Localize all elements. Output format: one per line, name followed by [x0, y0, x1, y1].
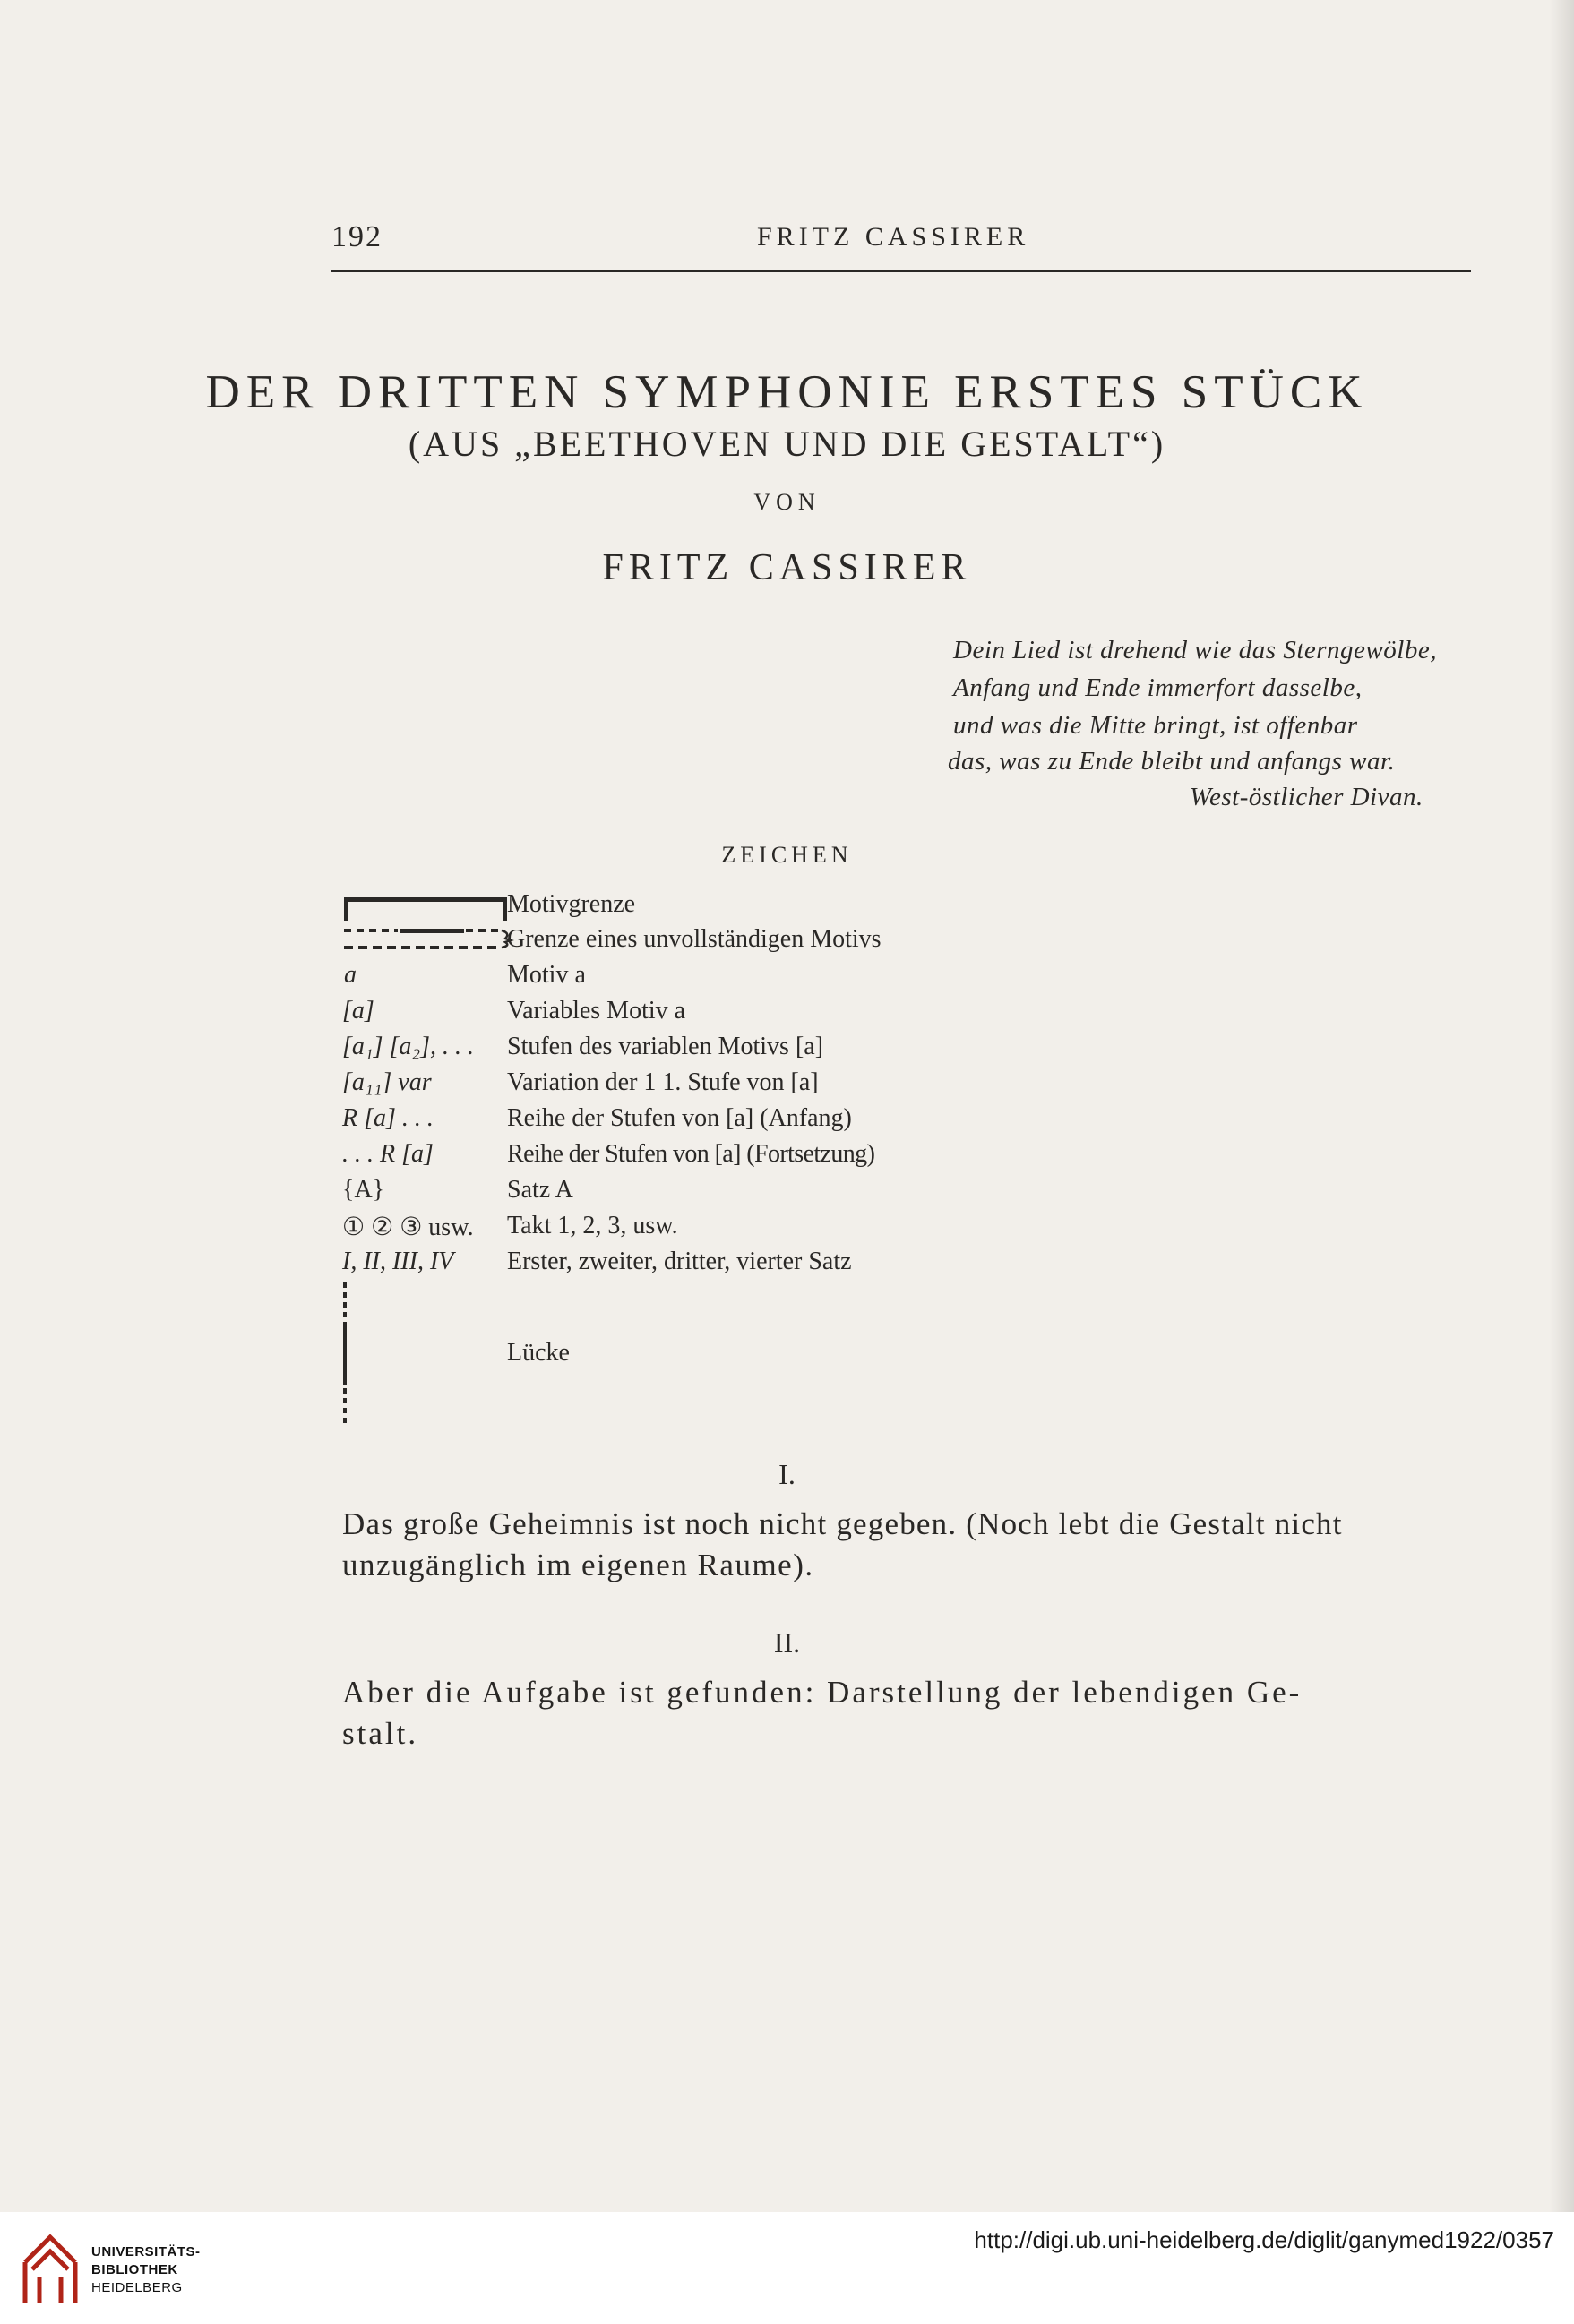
legend-symbol: I, II, III, IV	[342, 1248, 454, 1275]
library-logo-icon	[16, 2226, 82, 2307]
legend-symbol: {A}	[342, 1176, 385, 1204]
legend-symbol: . . . R [a]	[342, 1140, 434, 1168]
motto-source: West-östlicher Divan.	[1190, 783, 1423, 811]
legend-label: Reihe der Stufen von [a] (Fortsetzung)	[507, 1140, 875, 1168]
section-numeral: II.	[773, 1626, 801, 1659]
legend-label: Variation der 1 1. Stufe von [a]	[507, 1068, 819, 1096]
logo-line: BIBLIOTHEK	[91, 2262, 178, 2277]
motto-line: und was die Mitte bringt, ist offenbar	[953, 711, 1358, 740]
legend-symbol: R [a] . . .	[342, 1104, 434, 1132]
body-line: stalt.	[342, 1716, 419, 1751]
legend-label: Grenze eines unvollständigen Motivs	[507, 925, 882, 953]
legend-label: Lücke	[507, 1339, 570, 1367]
article-subtitle: (AUS „BEETHOVEN UND DIE GESTALT“)	[408, 424, 1166, 464]
motto-line: Anfang und Ende immerfort dasselbe,	[953, 673, 1363, 702]
legend-symbol: ① ② ③ usw.	[342, 1213, 474, 1241]
legend-label: Takt 1, 2, 3, usw.	[507, 1212, 678, 1239]
legend-symbol: [a₁₁] var	[342, 1068, 432, 1096]
legend-symbol: a	[344, 961, 357, 989]
legend-symbol: [a]	[342, 997, 374, 1025]
permalink-url[interactable]: http://digi.ub.uni-heidelberg.de/diglit/ganymed1922/0357	[974, 2226, 1554, 2253]
gap-line-icon	[340, 1282, 353, 1426]
legend-label: Stufen des variablen Motivs [a]	[507, 1033, 824, 1060]
header-rule	[331, 270, 1471, 272]
legend-label: Erster, zweiter, dritter, vierter Satz	[507, 1248, 852, 1275]
logo-line: UNIVERSITÄTS-	[91, 2244, 201, 2260]
legend-symbol: [a₁] [a₂], . . .	[342, 1033, 475, 1060]
legend-label: Motivgrenze	[507, 890, 636, 918]
legend-heading: ZEICHEN	[721, 842, 853, 868]
legend-label: Variables Motiv a	[507, 997, 686, 1025]
running-author: FRITZ CASSIRER	[757, 222, 1030, 252]
section-numeral: I.	[778, 1458, 796, 1490]
legend-label: Reihe der Stufen von [a] (Anfang)	[507, 1104, 852, 1132]
motto-line: Dein Lied ist drehend wie das Sterngewölbe,	[953, 636, 1437, 665]
body-line: unzugänglich im eigenen Raume).	[342, 1548, 814, 1582]
body-line: Das große Geheimnis ist noch nicht gegeben. (Noch lebt die Gestalt nicht	[342, 1506, 1343, 1541]
legend-label: Satz A	[507, 1176, 573, 1204]
body-line: Aber die Aufgabe ist gefunden: Darstellung der lebendigen Ge-	[342, 1675, 1303, 1710]
article-title: DER DRITTEN SYMPHONIE ERSTES STÜCK	[205, 366, 1369, 418]
legend-label: Motiv a	[507, 961, 586, 989]
motto-line: das, was zu Ende bleibt und anfangs war.	[948, 747, 1396, 776]
motif-boundary-icon	[344, 896, 509, 922]
article-author: FRITZ CASSIRER	[602, 547, 972, 588]
incomplete-boundary-icon	[344, 926, 514, 956]
logo-line: HEIDELBERG	[91, 2280, 183, 2295]
page-number: 192	[331, 220, 383, 253]
byline-von: VON	[753, 489, 821, 515]
